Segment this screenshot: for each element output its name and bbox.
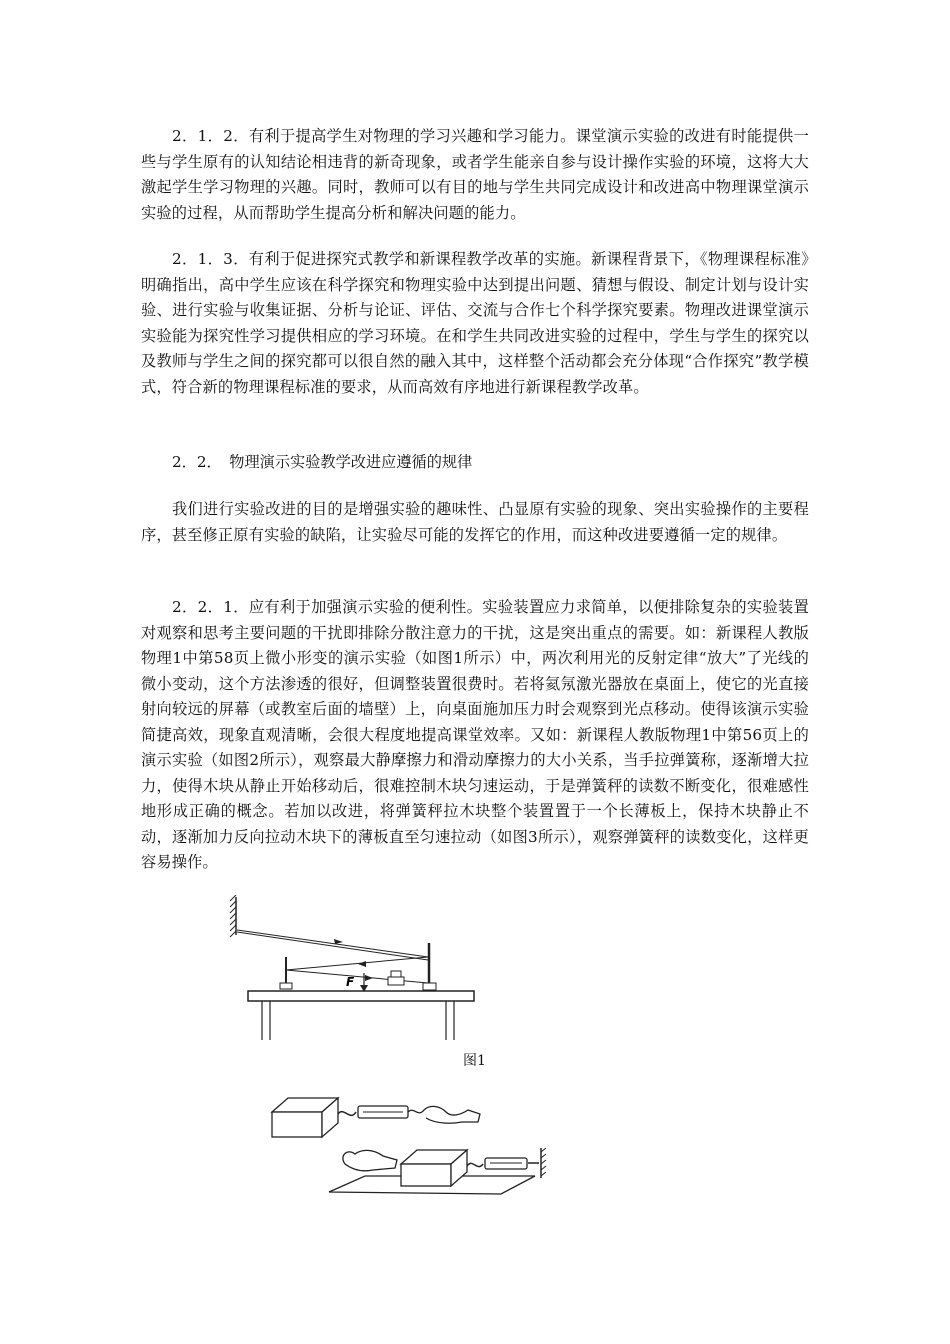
figure-1-caption: 图1 <box>463 1053 486 1069</box>
hook-3 <box>467 1163 483 1166</box>
hook-left <box>338 1112 356 1116</box>
figure-1-deformation-diagram <box>228 895 480 1045</box>
paragraph-intro-rules: 我们进行实验改进的目的是增强实验的趣味性、凸显原有实验的现象、突出实验操作的主要程序，甚至修正原有实验的缺陷，让实验尽可能的发挥它的作用，而这种改进要遵循一定的规律。 <box>141 500 809 544</box>
right-mirror-base <box>423 983 436 990</box>
paragraph-2-1-2: 2．1．2．有利于提高学生对物理的学习兴趣和学习能力。课堂演示实验的改进有时能提供一些与学生原有的认知结论相违背的新奇现象，或者学生能亲自参与设计操作实验的环境，这将大大激起学生学习物理的兴趣。同时，教师可以有目的地与学生共同完成设计和改进高中物理课堂演示实验的过程，从而帮助学生提高分析和解决问题的能力。 <box>141 127 809 222</box>
block-front <box>272 1112 322 1137</box>
ray-arrow-2 <box>358 961 366 967</box>
hand-pulling-right <box>408 1106 480 1123</box>
ray-arrow-3 <box>365 975 373 981</box>
laser-device-top <box>391 971 401 977</box>
hand-pulling-left <box>343 1150 397 1170</box>
force-label: F <box>346 975 355 989</box>
block-3-front <box>401 1164 451 1186</box>
laser-device <box>388 977 404 985</box>
wall-hatching <box>230 895 236 937</box>
section-heading-2-2: 2．2． 物理演示实验教学改进应遵循的规律 <box>172 453 473 471</box>
paragraph-2-1-3: 2．1．3．有利于促进探究式教学和新课程教学改革的实施。新课程背景下，《物理课程标准》明确指出，高中学生应该在科学探究和物理实验中达到提出问题、猜想与假设、制定计划与设计实验、进行实验与收集证据、分析与论证、评估、交流与合作七个科学探究要素。物理改进课堂演示实验能为探究性学习提供相应的学习环境。在和学生共同改进实验的过程中，学生与学生的探究以及教师与学生之间的探究都可以很自然的融入其中，这样整个活动都会充分体现“合作探究”教学模式，符合新的物理课程标准的要求，从而高效有序地进行新课程教学改革。 <box>141 250 809 396</box>
ray-arrow-1 <box>334 939 343 944</box>
left-mirror-base <box>280 983 292 989</box>
figure-2-block-spring-scale <box>268 1092 483 1142</box>
table-legs <box>262 1001 454 1040</box>
table-top <box>248 991 474 1001</box>
figure-3-board-under-block <box>325 1138 547 1198</box>
paragraph-2-2-1: 2．2．1．应有利于加强演示实验的便利性。实验装置应力求简单，以便排除复杂的实验装置对观察和思考主要问题的干扰即排除分散注意力的干扰，这是突出重点的需要。如：新课程人教版物理1中第58页上微小形变的演示实验（如图1所示）中，两次利用光的反射定律“放大”了光线的微小变动，这个方法渗透的很好，但调整装置很费时。若将氦氖激光器放在桌面上，使它的光直接射向较远的屏幕（或教室后面的墙壁）上，向桌面施加压力时会观察到光点移动。使得该演示实验简捷高效，现象直观清晰，会很大程度地提高课堂效率。又如：新课程人教版物理1中第56页上的演示实验（如图2所示），观察最大静摩擦力和滑动摩擦力的大小关系，当手拉弹簧称，逐渐增大拉力，使得木块从静止开始移动后，很难控制木块匀速运动，于是弹簧秤的读数不断变化，很难感性地形成正确的概念。若加以改进，将弹簧秤拉木块整个装置置于一个长薄板上，保持木块静止不动，逐渐加力反向拉动木块下的薄板直至匀速拉动（如图3所示），观察弹簧秤的读数变化，这样更容易操作。 <box>141 598 809 871</box>
